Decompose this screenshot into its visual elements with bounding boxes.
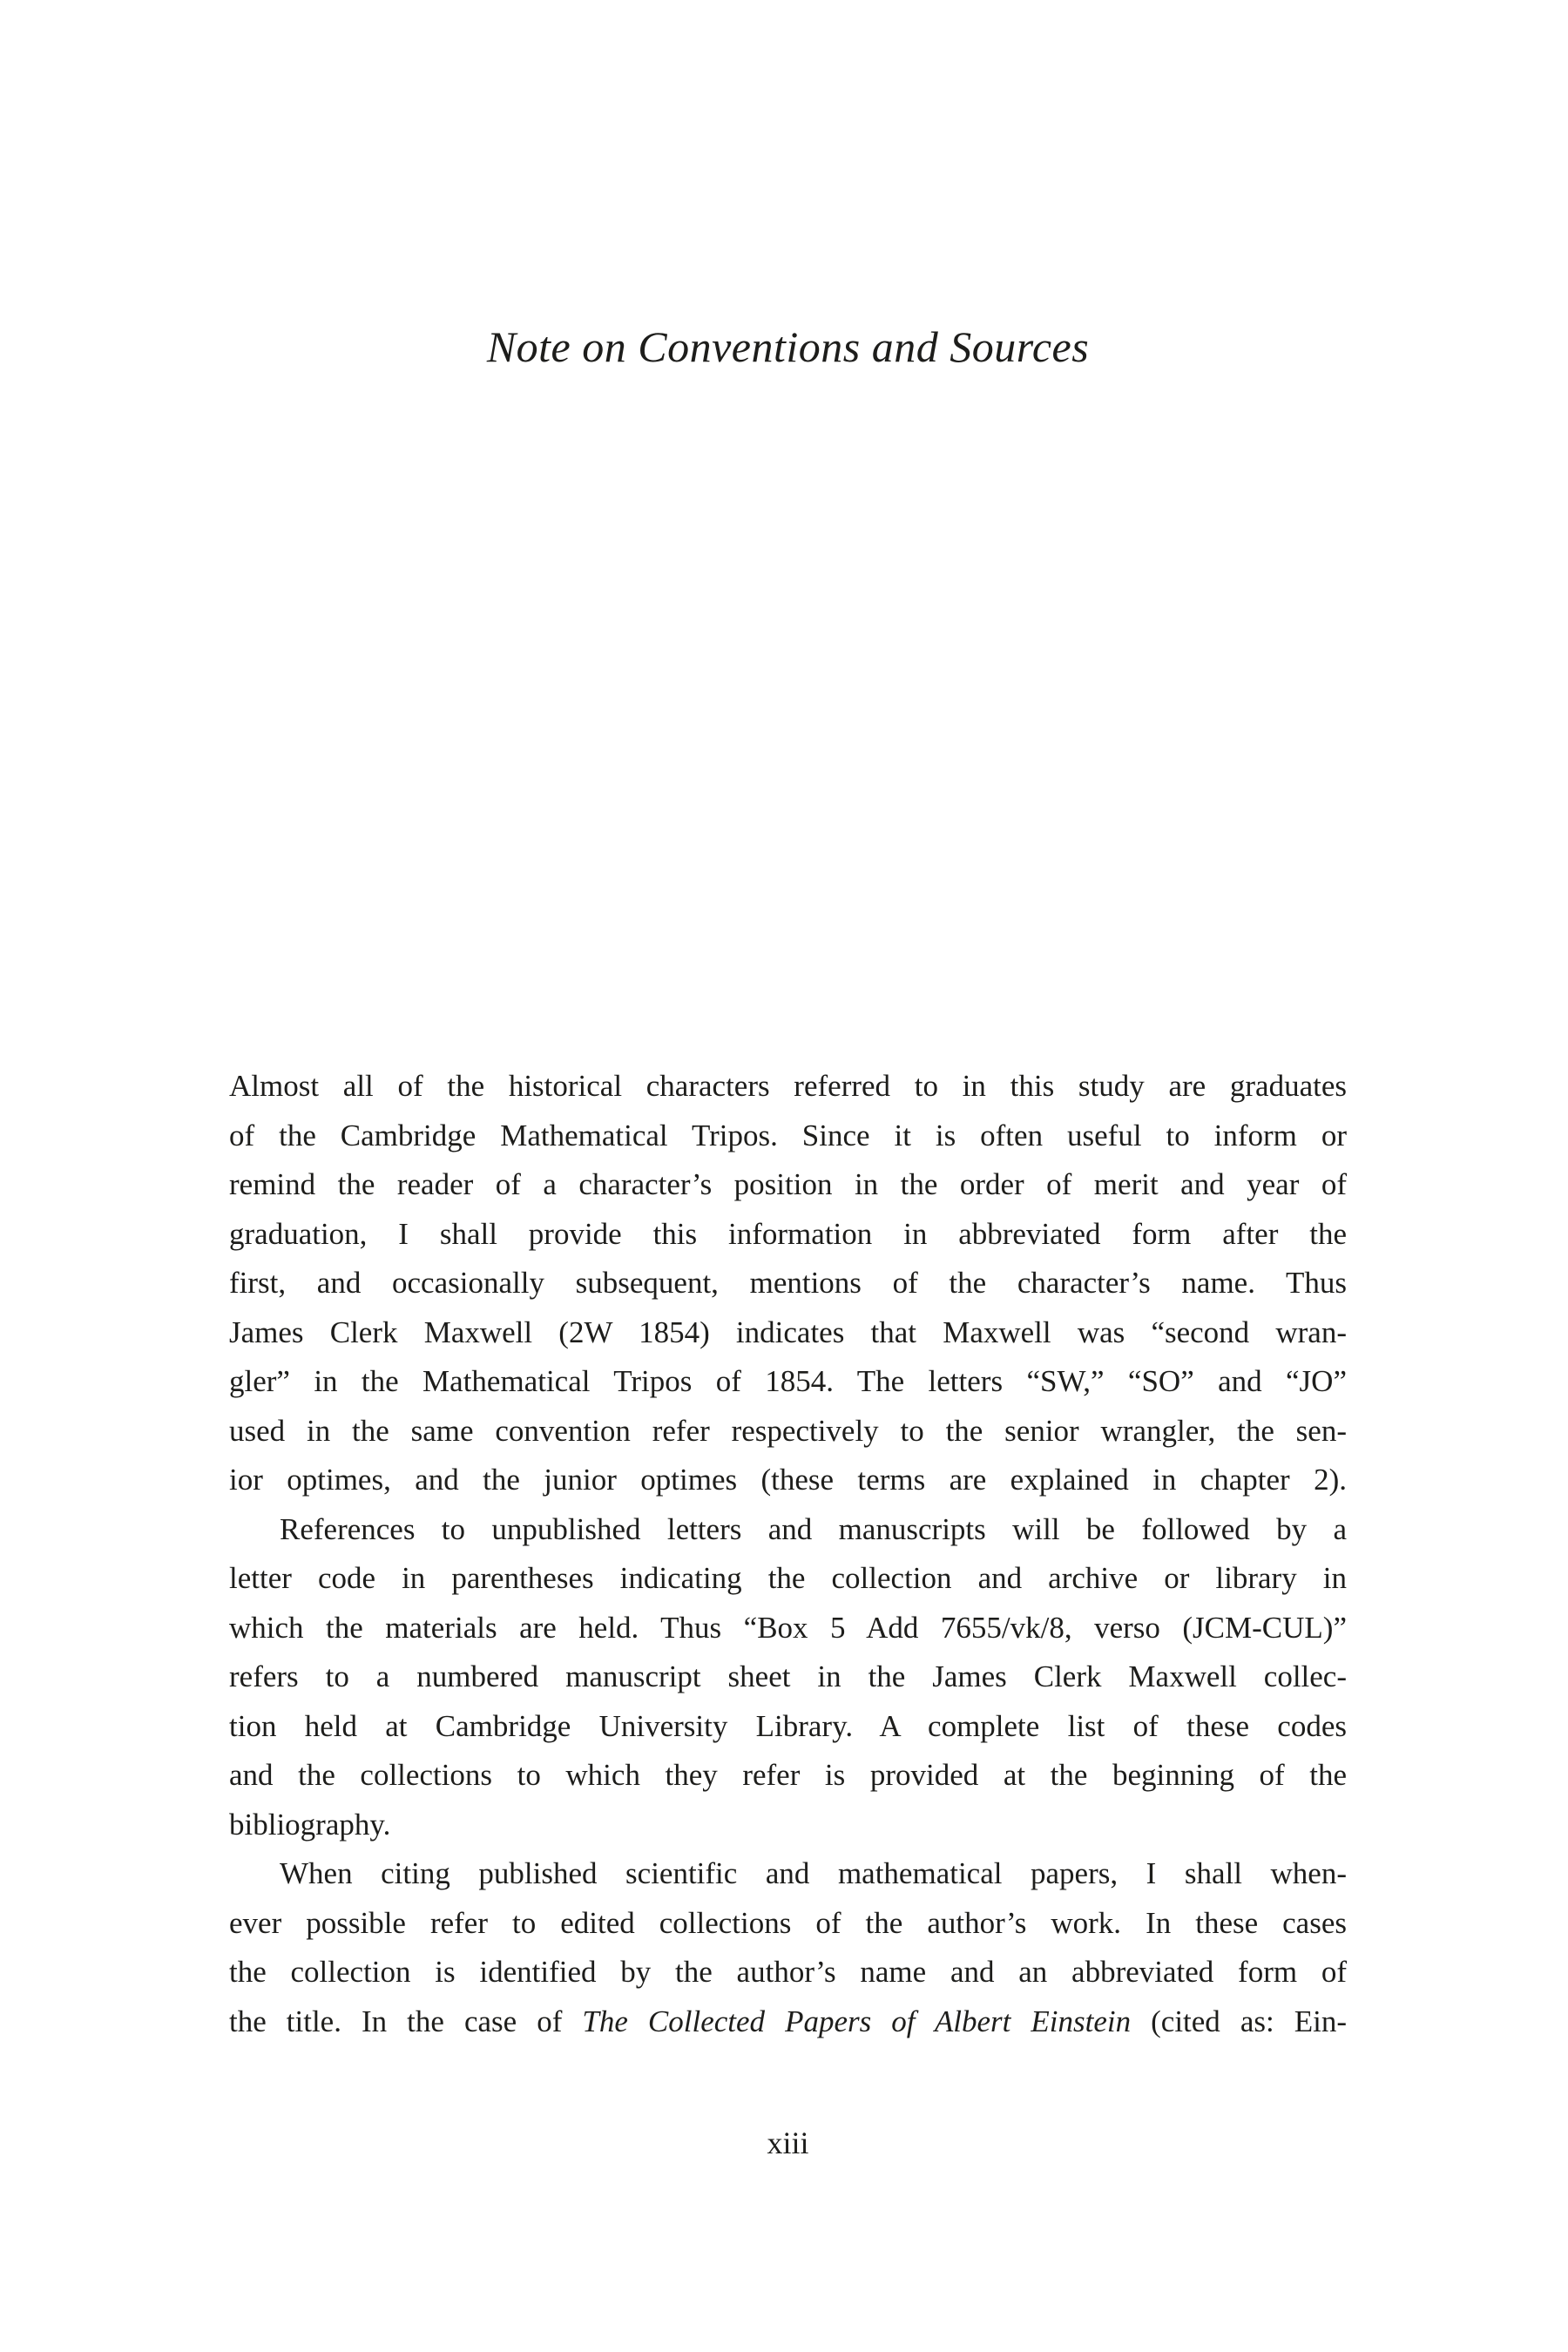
text-segment: refers to a numbered manuscript sheet in the James Clerk Maxwell collec- <box>229 1659 1347 1693</box>
text-line <box>229 1751 1347 1801</box>
text-line <box>229 1801 1347 1850</box>
text-segment: References to unpublished letters and manuscripts will be followed by a <box>280 1511 1347 1546</box>
text-segment: letter code in parentheses indicating the collection and archive or library in <box>229 1561 1347 1595</box>
text-line <box>229 1259 1347 1308</box>
text-segment: the title. In the case of <box>229 2004 583 2038</box>
text-line <box>229 1899 1347 1949</box>
text-segment: and the collections to which they refer is provided at the beginning of the <box>229 1758 1347 1792</box>
text-line <box>229 1554 1347 1604</box>
text-segment: first, and occasionally subsequent, mentions of the character’s name. Thus <box>229 1266 1347 1300</box>
text-line <box>229 1604 1347 1653</box>
text-segment: remind the reader of a character’s position in the order of merit and year of <box>229 1167 1347 1201</box>
text-segment: tion held at Cambridge University Library. A complete list of these codes <box>229 1708 1347 1743</box>
text-segment: of the Cambridge Mathematical Tripos. Since it is often useful to inform or <box>229 1118 1347 1152</box>
text-line <box>229 1062 1347 1112</box>
text-line <box>229 1160 1347 1210</box>
text-segment: James Clerk Maxwell (2W 1854) indicates that Maxwell was “second wran- <box>229 1315 1347 1349</box>
text-segment: gler” in the Mathematical Tripos of 1854. The letters “SW,” “SO” and “JO” <box>229 1364 1347 1398</box>
italic-text-segment: The Collected Papers of Albert Einstein <box>582 2004 1132 2038</box>
text-line <box>229 1456 1347 1505</box>
text-line <box>229 1357 1347 1407</box>
text-line <box>229 1702 1347 1752</box>
text-segment: which the materials are held. Thus “Box 5 Add 7655/vk/8, verso (JCM-CUL)” <box>229 1610 1347 1645</box>
page-number: xiii <box>767 2126 809 2160</box>
text-segment: used in the same convention refer respectively to the senior wrangler, the sen- <box>229 1413 1347 1448</box>
text-line <box>229 1849 1347 1899</box>
text-line <box>229 1997 1347 2047</box>
text-segment: Almost all of the historical characters referred to in this study are graduates <box>229 1069 1347 1103</box>
text-segment: the collection is identified by the author’s name and an abbreviated form of <box>229 1955 1347 1989</box>
text-segment: ever possible refer to edited collections of the author’s work. In these cases <box>229 1905 1347 1940</box>
text-segment: ior optimes, and the junior optimes (these terms are explained in chapter 2). <box>229 1463 1347 1497</box>
text-segment: When citing published scientific and mathematical papers, I shall when- <box>280 1856 1347 1890</box>
text-line <box>229 1112 1347 1161</box>
text-segment: (cited as: Ein- <box>1131 2004 1348 2038</box>
text-line <box>229 1505 1347 1555</box>
text-line <box>229 1210 1347 1260</box>
text-line <box>229 1948 1347 1997</box>
text-line <box>229 1308 1347 1358</box>
text-segment: graduation, I shall provide this information in abbreviated form after the <box>229 1216 1347 1251</box>
page-body <box>229 1062 1347 2046</box>
text-line <box>229 1652 1347 1702</box>
text-segment: bibliography. <box>229 1807 391 1842</box>
text-line <box>229 1407 1347 1456</box>
page-title: Note on Conventions and Sources <box>486 322 1090 371</box>
